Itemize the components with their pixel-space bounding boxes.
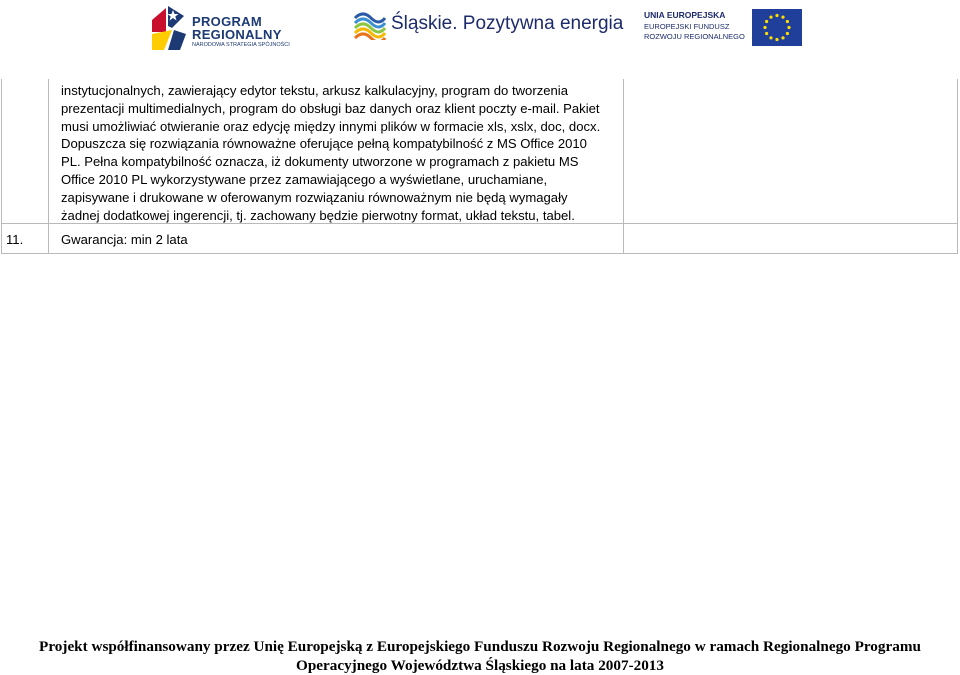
table-border-right bbox=[957, 79, 958, 254]
eu-logo-line2: EUROPEJSKI FUNDUSZ bbox=[644, 22, 730, 31]
spec-text-line: żadnej dodatkowej ingerencji, tj. zachowany będzie pierwotny format, układ tekstu, tabel. bbox=[61, 207, 575, 223]
program-logo-line2: REGIONALNY bbox=[192, 27, 282, 42]
spec-text-line: PL. Pełna kompatybilność oznacza, iż dokumenty utworzone w programach z pakietu MS bbox=[61, 154, 579, 170]
row-description: Gwarancja: min 2 lata bbox=[61, 232, 188, 247]
eu-logo-line3: ROZWOJU REGIONALNEGO bbox=[644, 32, 745, 41]
spec-text-line: zapisywane i drukowane w oferowanym rozwiązaniu równoważnym nie będą wymagały bbox=[61, 189, 568, 205]
table-border-left bbox=[1, 79, 2, 254]
eu-logo bbox=[640, 9, 802, 49]
spec-text-line: instytucjonalnych, zawierający edytor tekstu, arkusz kalkulacyjny, program do tworzenia bbox=[61, 83, 568, 98]
continued-spec-cell bbox=[61, 82, 621, 224]
spec-text-line: Dopuszcza się rozwiązania równoważne oferujące pełną kompatybilność z MS Office 2010 bbox=[61, 136, 587, 152]
program-logo-line1: PROGRAM bbox=[192, 14, 262, 29]
spec-text-line: Office 2010 PL wykorzystywane przez zamawiającego a wyświetlane, uruchamiane, bbox=[61, 171, 548, 187]
slaskie-waves-icon bbox=[353, 10, 387, 40]
table-column-divider-1 bbox=[48, 79, 49, 254]
program-regionalny-emblem-icon bbox=[150, 4, 190, 52]
spec-text-line: prezentacji multimedialnych, program do obsługi baz danych oraz klient poczty e-mail. Pakiet bbox=[61, 100, 600, 116]
program-regionalny-logo bbox=[150, 4, 302, 52]
footer-line-1: Projekt współfinansowany przez Unię Europejską z Europejskiego Funduszu Rozwoju Regionalnego w ramach Regionalnego Programu bbox=[39, 638, 921, 655]
slaskie-logo-text: Śląskie. Pozytywna energia bbox=[391, 13, 624, 34]
table-column-divider-2 bbox=[623, 79, 624, 254]
row-number: 11. bbox=[6, 232, 24, 247]
slaskie-logo bbox=[353, 8, 624, 42]
program-logo-line3: NARODOWA STRATEGIA SPÓJNOŚCI bbox=[192, 42, 290, 48]
footer-line-2: Operacyjnego Województwa Śląskiego na lata 2007-2013 bbox=[296, 657, 664, 674]
eu-logo-line1: UNIA EUROPEJSKA bbox=[644, 10, 726, 20]
spec-text-line: musi umożliwiać otwieranie oraz edycję między innymi plików w formacie xls, xslx, doc, docx. bbox=[61, 118, 601, 134]
table-border-bottom bbox=[1, 253, 958, 254]
eu-flag-icon bbox=[752, 9, 802, 46]
